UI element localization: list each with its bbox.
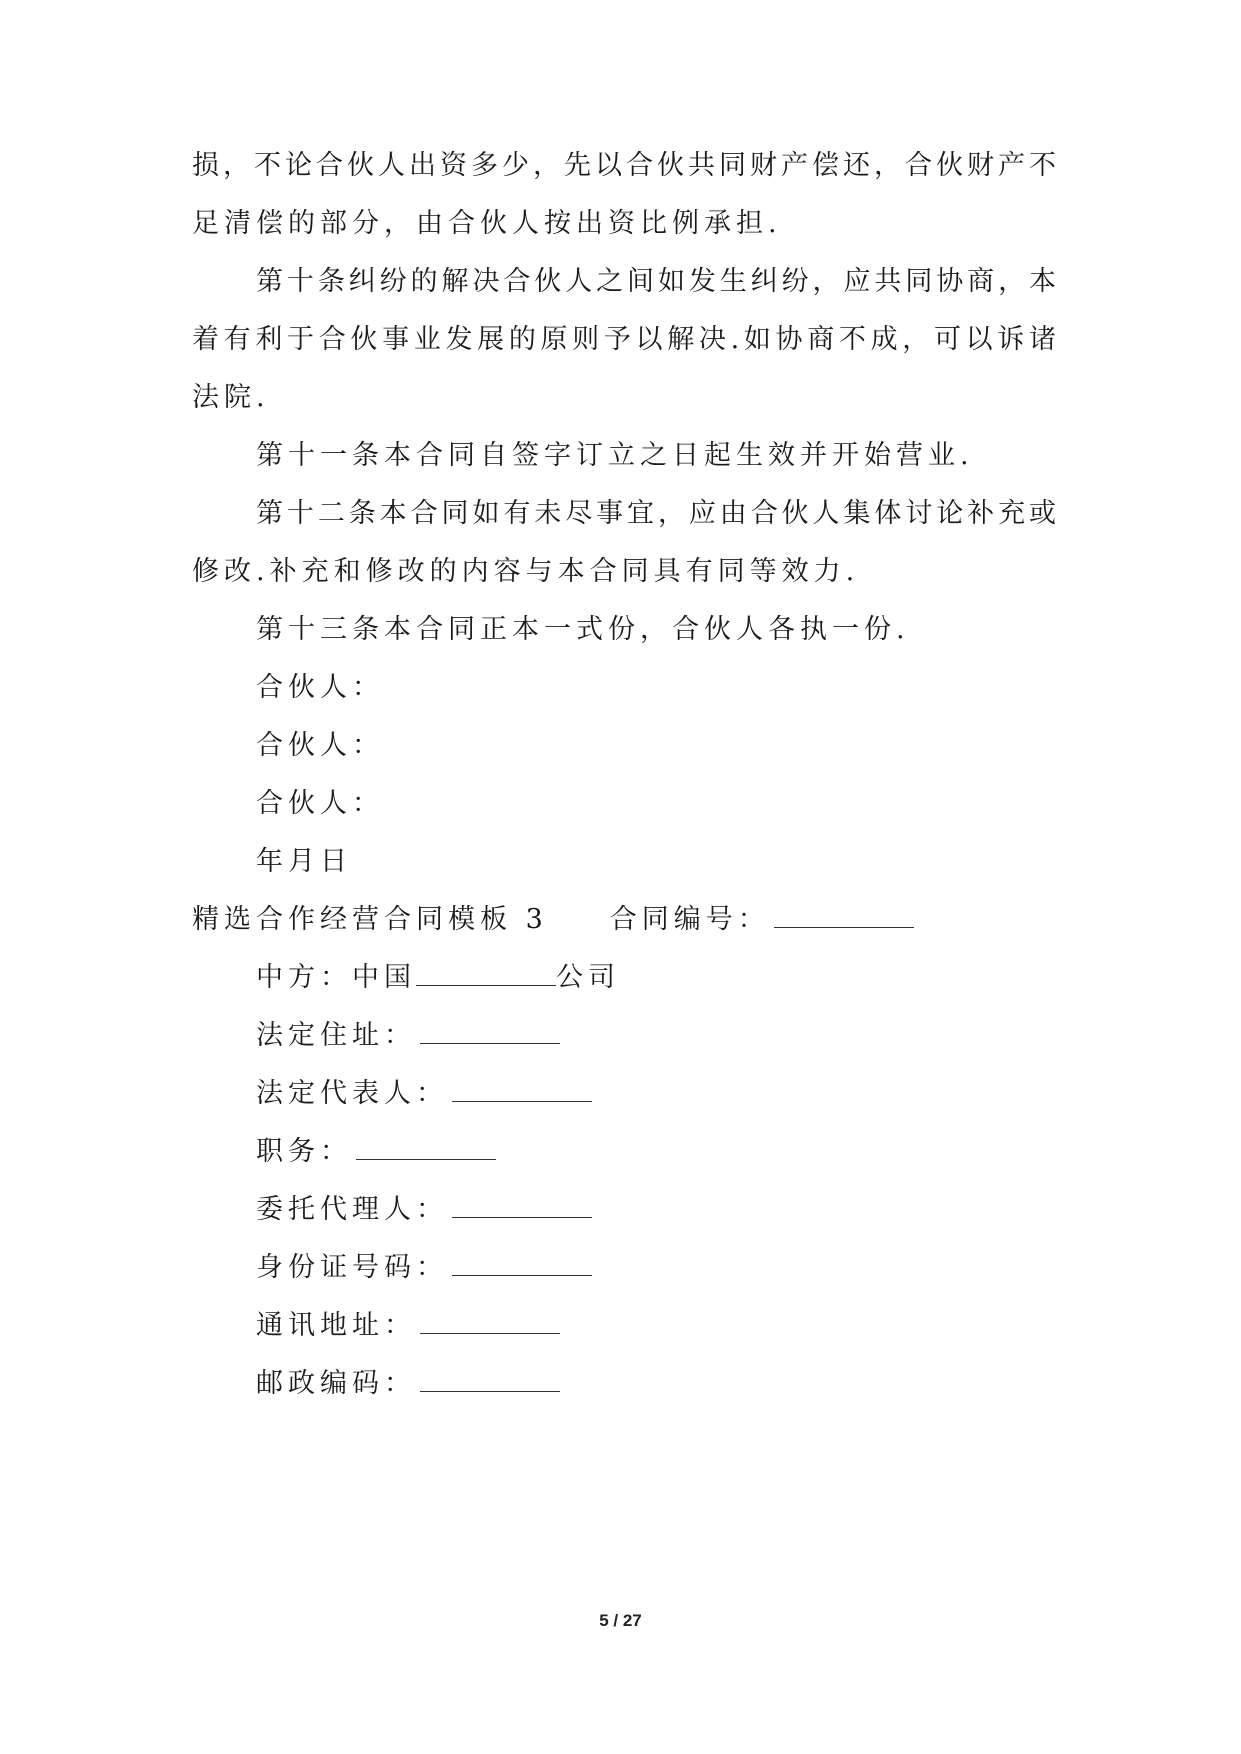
signature-partner: 合伙人： [256, 730, 384, 761]
field-label: 邮政编码： [256, 1368, 416, 1399]
field-line [256, 1074, 592, 1114]
field-line [256, 1306, 560, 1346]
field-label: 通讯地址： [256, 1310, 416, 1341]
paragraph-line: 第十一条本合同自签字订立之日起生效并开始营业. [256, 440, 974, 471]
paragraph-line: 第十三条本合同正本一式份，合伙人各执一份. [256, 614, 910, 645]
field-blank [420, 1311, 560, 1334]
field-blank [452, 1195, 592, 1218]
field-line [256, 1248, 592, 1288]
paragraph-line: 损，不论合伙人出资多少，先以合伙共同财产偿还，合伙财产不 [192, 150, 1056, 181]
template-heading [192, 900, 914, 940]
party-name-blank [416, 963, 556, 986]
field-blank [356, 1137, 496, 1160]
field-blank [452, 1253, 592, 1276]
field-label: 法定代表人： [256, 1078, 448, 1109]
template-title: 精选合作经营合同模板 3 [192, 904, 548, 935]
field-blank [420, 1021, 560, 1044]
page-number: 5 / 27 [599, 1611, 642, 1630]
paragraph-line: 足清偿的部分，由合伙人按出资比例承担. [192, 208, 782, 239]
paragraph-line: 第十条纠纷的解决合伙人之间如发生纠纷，应共同协商，本 [256, 266, 1056, 297]
field-blank [452, 1079, 592, 1102]
paragraph-line: 修改.补充和修改的内容与本合同具有同等效力. [192, 556, 860, 587]
field-label: 职务： [256, 1136, 352, 1167]
field-label: 委托代理人： [256, 1194, 448, 1225]
paragraph-line: 第十二条本合同如有未尽事宜，应由合伙人集体讨论补充或 [256, 498, 1056, 529]
contract-number-blank [774, 905, 914, 928]
field-label: 法定住址： [256, 1020, 416, 1051]
contract-number-label: 合同编号： [609, 904, 770, 935]
signature-date: 年月日 [256, 846, 352, 877]
signature-partner: 合伙人： [256, 672, 384, 703]
party-line [256, 958, 620, 998]
signature-partner: 合伙人： [256, 788, 384, 819]
party-prefix: 中方：中国 [256, 962, 416, 993]
field-line [256, 1132, 496, 1172]
party-suffix: 公司 [556, 962, 620, 993]
field-blank [420, 1369, 560, 1392]
field-line [256, 1016, 560, 1056]
field-label: 身份证号码： [256, 1252, 448, 1283]
paragraph-line: 法院. [192, 382, 270, 413]
field-line [256, 1364, 560, 1404]
paragraph-line: 着有利于合伙事业发展的原则予以解决.如协商不成，可以诉诸 [192, 324, 1056, 355]
field-line [256, 1190, 592, 1230]
